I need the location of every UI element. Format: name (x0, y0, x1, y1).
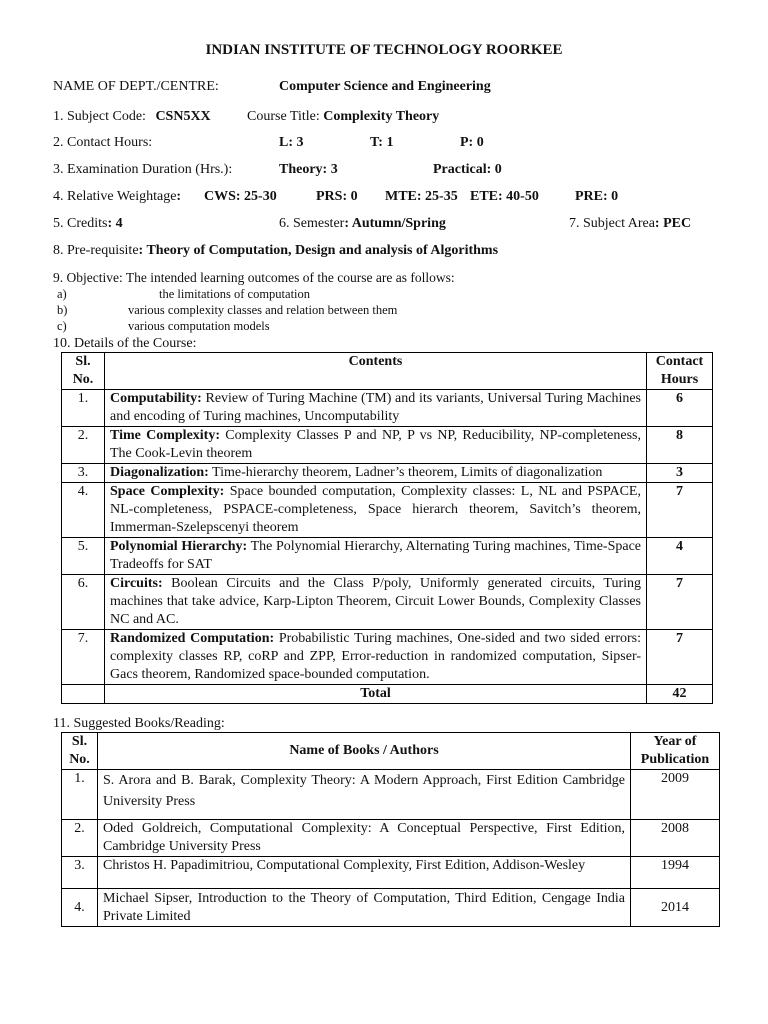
col-sl-no: Sl. No. (62, 353, 105, 390)
row-sl: 6. (62, 575, 105, 630)
objective-item-a: the limitations of computation (159, 287, 311, 301)
contact-t: T: 1 (370, 135, 394, 150)
dept-label: NAME OF DEPT./CENTRE: (53, 79, 219, 94)
row-contents (105, 483, 647, 538)
table-row (62, 427, 713, 464)
row-sl: 1. (62, 390, 105, 427)
row-hours: 7 (647, 630, 713, 685)
col-book-name: Name of Books / Authors (98, 733, 631, 770)
subject-area-value: : PEC (654, 216, 692, 231)
row-sl: 7. (62, 630, 105, 685)
row-text: Complexity Classes P and NP, P vs NP, Reducibility, NP-completeness, The Cook-Levin theorem (110, 428, 641, 461)
row-text: Time-hierarchy theorem, Ladner’s theorem, Limits of diagonalization (208, 465, 603, 480)
table-row (62, 390, 713, 427)
book-sl: 3. (62, 857, 98, 889)
exam-duration-label: 3. Examination Duration (Hrs.): (53, 162, 233, 177)
objective-item-c: various computation models (128, 319, 270, 333)
weightage-ete: ETE: 40-50 (470, 189, 539, 204)
row-heading: Time Complexity: (110, 428, 220, 443)
row-sl: 4. (62, 483, 105, 538)
weightage-pre: PRE: 0 (575, 189, 619, 204)
book-sl: 1. (62, 770, 98, 820)
row-contents (105, 575, 647, 630)
total-label: Total (105, 685, 647, 704)
subject-area-label: 7. Subject Area (569, 216, 655, 231)
row-text: Probabilistic Turing machines, One-sided and two sided errors: complexity classes RP, coRP and ZPP, Error-reduction in randomized computation, Sipser-Gacs theorem, Randomized space-bounded computation. (110, 631, 641, 682)
col-book-sl-no: Sl. No. (62, 733, 98, 770)
credits-row (53, 216, 123, 232)
contact-l: L: 3 (279, 135, 304, 150)
book-name: Michael Sipser, Introduction to the Theory of Computation, Third Edition, Cengage India Private Limited (98, 889, 631, 927)
dept-value: Computer Science and Engineering (279, 79, 491, 94)
row-hours: 6 (647, 390, 713, 427)
weightage-label: 4. Relative Weightage (53, 189, 177, 204)
semester-row (279, 216, 446, 232)
book-row (62, 857, 720, 889)
objective-marker-b: b) (57, 303, 68, 317)
row-heading: Randomized Computation: (110, 631, 275, 646)
subject-area-row (569, 216, 691, 232)
subject-code-row (53, 109, 211, 125)
row-sl: 5. (62, 538, 105, 575)
prerequisite-row (53, 243, 498, 259)
subject-code-label: 1. Subject Code: (53, 109, 146, 124)
total-hours: 42 (647, 685, 713, 704)
row-contents (105, 630, 647, 685)
book-row (62, 820, 720, 857)
books-table-header (62, 733, 720, 770)
row-text: The Polynomial Hierarchy, Alternating Turing machines, Time-Space Tradeoffs for SAT (110, 539, 642, 572)
contact-hours-label: 2. Contact Hours: (53, 135, 153, 150)
book-sl: 2. (62, 820, 98, 857)
book-year: 1994 (631, 857, 720, 889)
objective-marker-a: a) (57, 287, 67, 301)
total-row (62, 685, 713, 704)
row-hours: 8 (647, 427, 713, 464)
books-label: 11. Suggested Books/Reading: (53, 716, 225, 731)
course-details-label: 10. Details of the Course: (53, 336, 197, 351)
row-text: Space bounded computation, Complexity classes: L, NL and PSPACE, NL-completeness, PSPACE-completeness, Space hierarch theorem, Savitch’s theorem, Immerman-Szelepscenyi theorem (110, 484, 641, 535)
book-sl: 4. (62, 889, 98, 927)
book-year: 2014 (631, 889, 720, 927)
table-row (62, 538, 713, 575)
row-contents (105, 538, 647, 575)
subject-code: CSN5XX (155, 109, 211, 124)
row-contents (105, 427, 647, 464)
exam-theory: Theory: 3 (279, 162, 338, 177)
weightage-mte: MTE: 25-35 (385, 189, 458, 204)
row-text: Boolean Circuits and the Class P/poly, Uniformly generated circuits, Turing machines that take advice, Karp-Lipton Theorem, Circuit Lower Bounds, Complexity Classes NC and AC. (110, 576, 641, 627)
book-year: 2008 (631, 820, 720, 857)
weightage-cws: CWS: 25-30 (204, 189, 277, 204)
col-contents: Contents (105, 353, 647, 390)
row-sl: 3. (62, 464, 105, 483)
row-heading: Polynomial Hierarchy: (110, 539, 248, 554)
book-row (62, 889, 720, 927)
row-contents (105, 390, 647, 427)
prerequisite-label: 8. Pre-requisite (53, 243, 139, 258)
row-sl: 2. (62, 427, 105, 464)
row-heading: Circuits: (110, 576, 163, 591)
objective-label: 9. Objective: The intended learning outcomes of the course are as follows: (53, 270, 455, 285)
course-details-table (61, 352, 713, 704)
credits-value: : 4 (107, 216, 123, 231)
table-row (62, 483, 713, 538)
row-hours: 4 (647, 538, 713, 575)
weightage-label-row (53, 189, 181, 205)
col-book-year: Year of Publication (631, 733, 720, 770)
course-title-label: Course Title: (247, 109, 320, 124)
row-hours: 7 (647, 483, 713, 538)
prerequisite-value: : Theory of Computation, Design and analysis of Algorithms (138, 243, 499, 258)
book-name: Oded Goldreich, Computational Complexity: A Conceptual Perspective, First Edition, Cambridge University Press (98, 820, 631, 857)
contact-p: P: 0 (460, 135, 484, 150)
course-title: Complexity Theory (323, 109, 440, 124)
weightage-colon: : (176, 189, 182, 204)
row-heading: Diagonalization: (110, 465, 209, 480)
book-name: Christos H. Papadimitriou, Computational Complexity, First Edition, Addison-Wesley (98, 857, 631, 889)
course-title-row (247, 109, 439, 125)
exam-practical: Practical: 0 (433, 162, 502, 177)
row-contents (105, 464, 647, 483)
row-hours: 3 (647, 464, 713, 483)
total-blank (62, 685, 105, 704)
table-row (62, 630, 713, 685)
table-row (62, 464, 713, 483)
row-heading: Computability: (110, 391, 202, 406)
row-heading: Space Complexity: (110, 484, 225, 499)
institute-title: INDIAN INSTITUTE OF TECHNOLOGY ROORKEE (205, 42, 563, 58)
course-table-header (62, 353, 713, 390)
col-contact-hours: Contact Hours (647, 353, 713, 390)
weightage-prs: PRS: 0 (316, 189, 358, 204)
table-row (62, 575, 713, 630)
row-text: Review of Turing Machine (TM) and its variants, Universal Turing Machines and encoding of Turing machines, Uncomputability (110, 391, 641, 424)
credits-label: 5. Credits (53, 216, 108, 231)
book-row (62, 770, 720, 820)
objective-marker-c: c) (57, 319, 67, 333)
book-name: S. Arora and B. Barak, Complexity Theory: A Modern Approach, First Edition Cambridge University Press (98, 770, 631, 820)
semester-label: 6. Semester (279, 216, 345, 231)
books-table (61, 732, 720, 927)
semester-value: : Autumn/Spring (344, 216, 446, 231)
book-year: 2009 (631, 770, 720, 820)
row-hours: 7 (647, 575, 713, 630)
objective-item-b: various complexity classes and relation between them (128, 303, 398, 317)
